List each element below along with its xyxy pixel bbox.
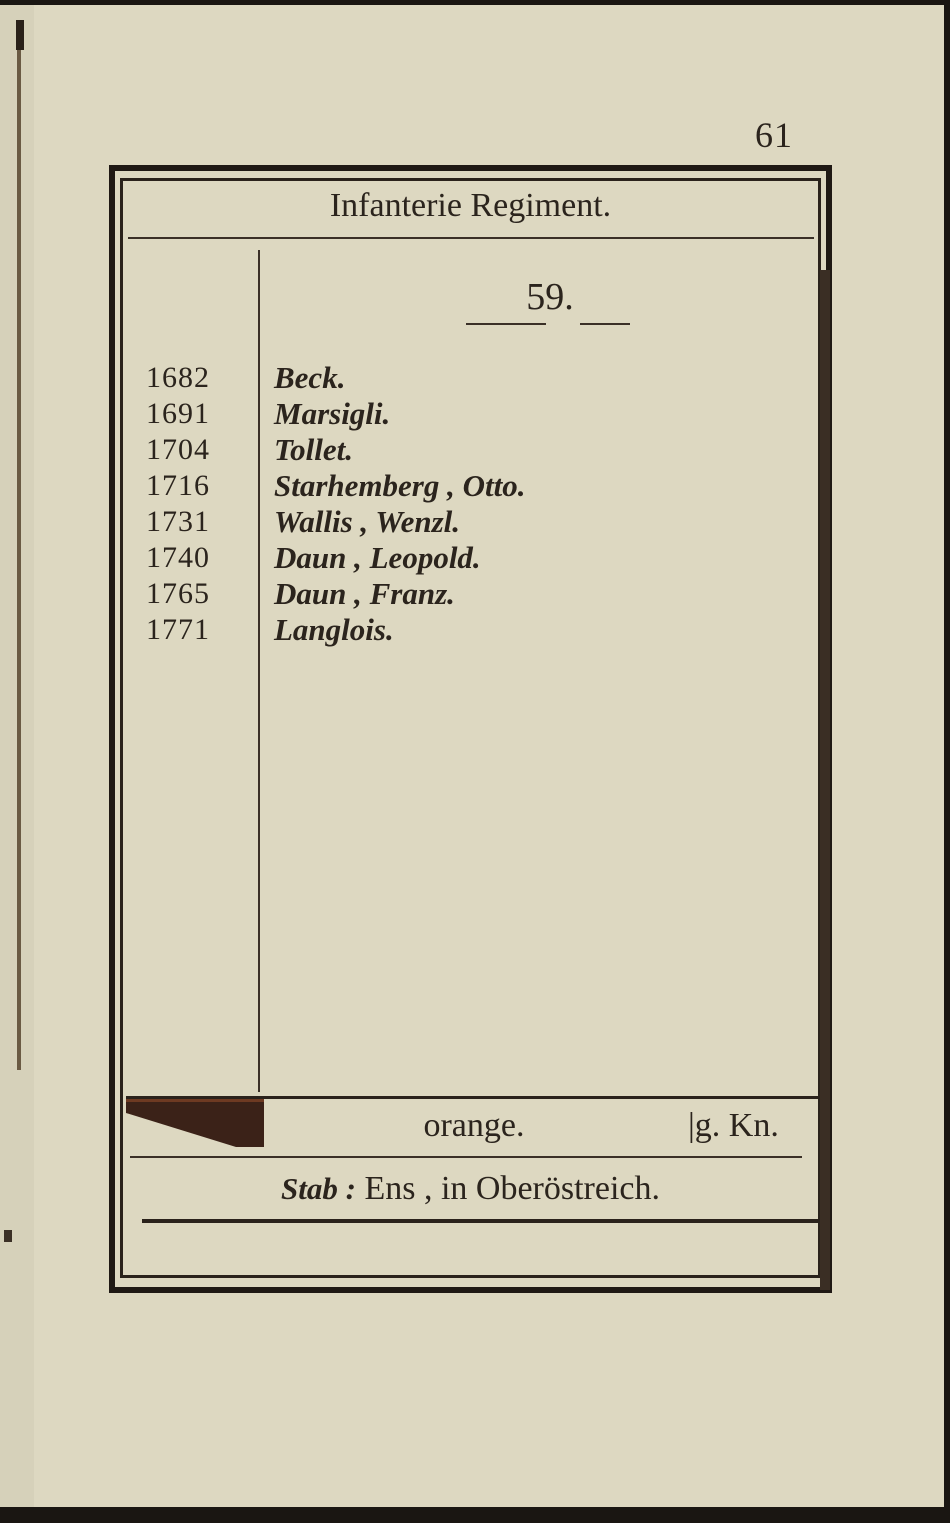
left-page-border-rule [17,30,21,1070]
entry-name: Wallis , Wenzl. [274,504,461,539]
entry-name: Starhemberg , Otto. [274,468,526,503]
table-title: Infanterie Regiment. [329,187,612,224]
entry-name: Beck. [274,360,346,395]
facing-colour-text: orange. [423,1107,525,1144]
entry-year: 1716 [146,469,210,502]
list-item [146,504,646,540]
stab-line [120,1164,821,1214]
facing-swatch-shape [126,1099,264,1147]
entry-year: 1704 [146,433,210,466]
left-page-border-corner [16,20,24,50]
list-item [146,612,646,648]
regiment-number-rule-right [580,323,630,325]
entry-name: Daun , Franz. [274,576,455,611]
left-page-mark [4,1230,12,1242]
entry-year: 1765 [146,577,210,610]
facing-swatch-highlight [126,1099,264,1102]
list-item [146,396,646,432]
button-type-text: |g. Kn. [688,1107,779,1144]
frame-shadow [820,270,830,1290]
entry-name: Daun , Leopold. [274,540,481,575]
scan-top-edge [0,0,950,5]
list-item [146,432,646,468]
scan-right-edge [944,0,950,1523]
list-item [146,576,646,612]
facing-colour-swatch [126,1099,264,1147]
facings-band-bottom-rule [130,1156,802,1158]
entry-name: Langlois. [274,612,394,647]
header-rule [128,237,814,239]
colonel-list [146,360,646,648]
stab-bottom-rule [142,1219,818,1223]
entry-name: Marsigli. [274,396,391,431]
entry-year: 1740 [146,541,210,574]
list-item [146,468,646,504]
regiment-number-rule-left [466,323,546,325]
stab-location: Ens , in Oberöstreich. [364,1170,660,1207]
page-number: 61 [755,115,793,155]
list-item [146,540,646,576]
entry-year: 1691 [146,397,210,430]
stab-label: Stab : [281,1171,356,1206]
entry-year: 1771 [146,613,210,646]
scan-bottom-edge [0,1507,950,1523]
regiment-number: 59. [526,276,574,318]
entry-year: 1731 [146,505,210,538]
entry-name: Tollet. [274,432,353,467]
entry-year: 1682 [146,361,210,394]
list-item [146,360,646,396]
